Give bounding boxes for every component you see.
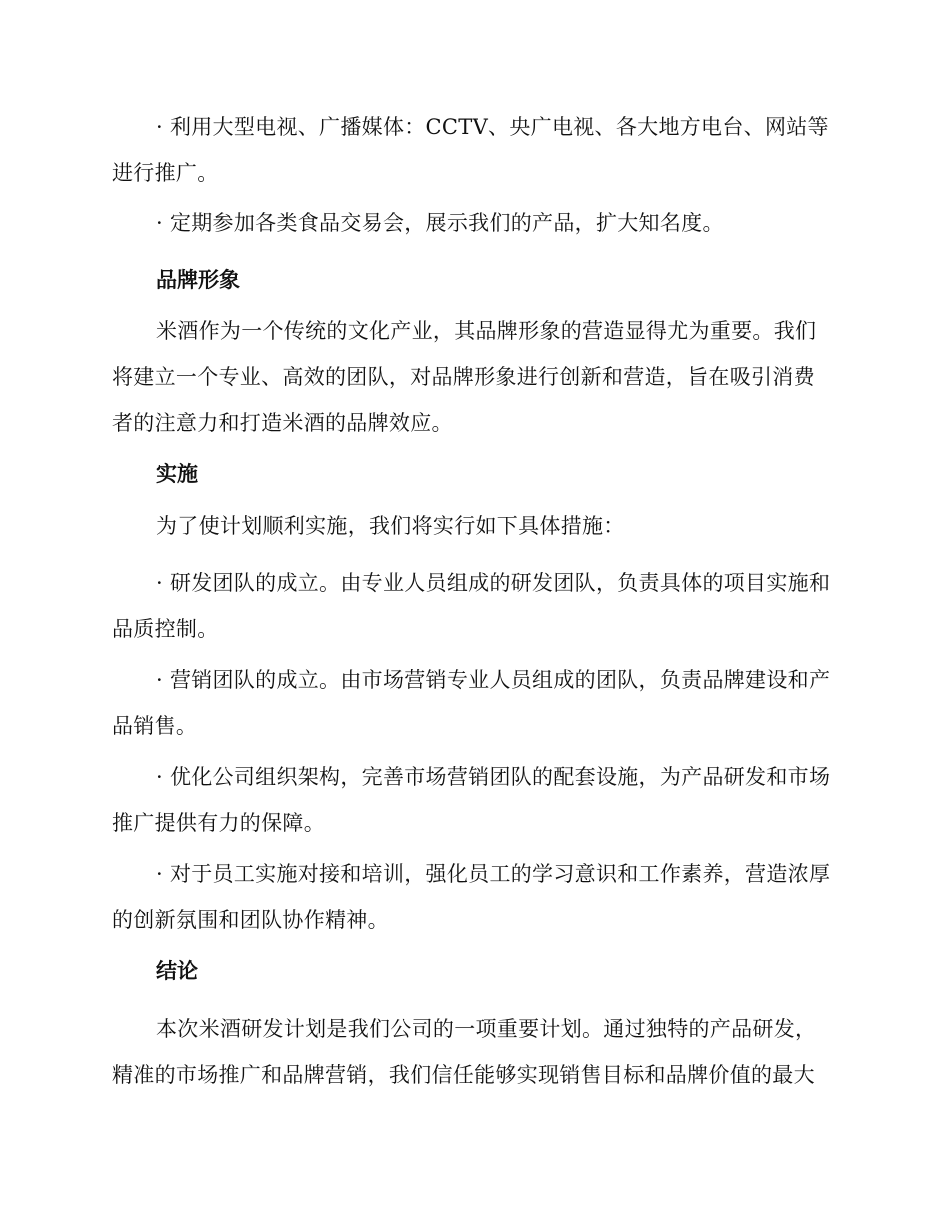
section-heading-implementation: 实施 xyxy=(156,462,198,486)
section-heading-conclusion: 结论 xyxy=(156,959,198,983)
bullet-paragraph-media-promotion: · 利用大型电视、广播媒体：CCTV、央广电视、各大地方电台、网站等进行推广。 xyxy=(112,115,829,185)
section-heading-brand-image: 品牌形象 xyxy=(156,268,240,292)
bullet-paragraph-rd-team: · 研发团队的成立。由专业人员组成的研发团队，负责具体的项目实施和品质控制。 xyxy=(112,571,831,641)
paragraph-implementation-intro: 为了使计划顺利实施，我们将实行如下具体措施： xyxy=(156,514,625,538)
bullet-paragraph-staff-training: · 对于员工实施对接和培训，强化员工的学习意识和工作素养，营造浓厚的创新氛围和团队协作精神。 xyxy=(112,862,831,932)
paragraph-brand-image: 米酒作为一个传统的文化产业，其品牌形象的营造显得尤为重要。我们将建立一个专业、高效的团队，对品牌形象进行创新和营造，旨在吸引消费者的注意力和打造米酒的品牌效应。 xyxy=(112,319,817,435)
paragraph-conclusion: 本次米酒研发计划是我们公司的一项重要计划。通过独特的产品研发，精准的市场推广和品牌营销，我们信任能够实现销售目标和品牌价值的最大 xyxy=(112,1017,817,1087)
bullet-paragraph-org-structure: · 优化公司组织架构，完善市场营销团队的配套设施，为产品研发和市场推广提供有力的保障。 xyxy=(112,765,831,835)
bullet-paragraph-trade-fairs: · 定期参加各类食品交易会，展示我们的产品，扩大知名度。 xyxy=(156,211,724,235)
bullet-paragraph-marketing-team: · 营销团队的成立。由市场营销专业人员组成的团队，负责品牌建设和产品销售。 xyxy=(112,668,831,738)
